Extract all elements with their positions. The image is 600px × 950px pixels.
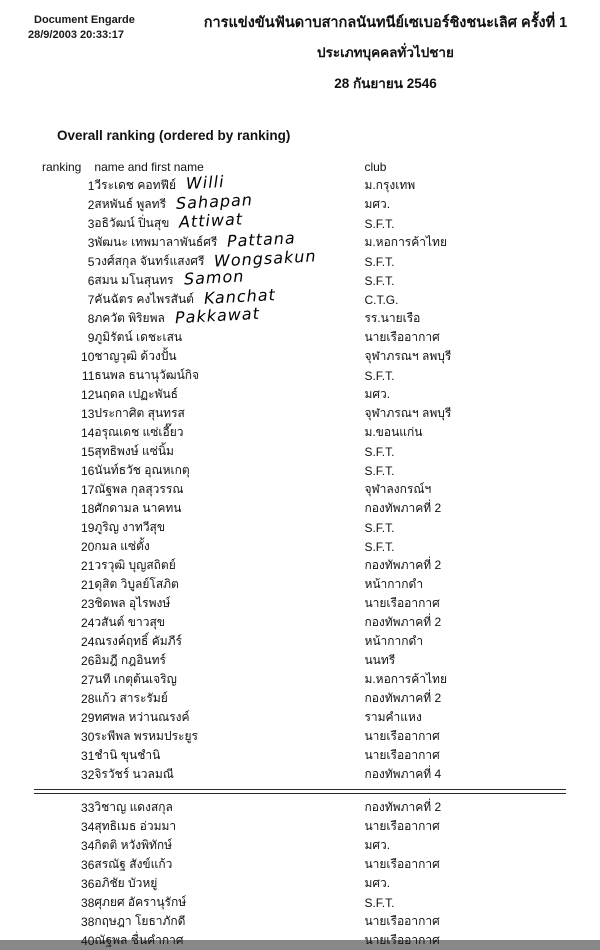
- table-row: [42, 404, 566, 423]
- fencer-name: ณรงค์ฤทธิ์ คัมภีร์: [94, 634, 182, 649]
- club-cell: กองทัพภาคที่ 2: [364, 615, 442, 630]
- rank-cell: 28: [81, 691, 95, 706]
- club-cell: นายเรืออากาศ: [364, 330, 440, 345]
- fencer-name: ประกาศิต สุนทรส: [94, 406, 185, 421]
- rank-cell: 10: [81, 349, 95, 364]
- club-cell: นายเรืออากาศ: [364, 857, 440, 872]
- table-row: [42, 798, 566, 817]
- club-cell: นายเรืออากาศ: [364, 748, 440, 763]
- table-row: [42, 176, 566, 195]
- club-cell: กองทัพภาคที่ 2: [364, 558, 442, 573]
- table-row: [42, 290, 566, 309]
- rank-cell: 17: [81, 482, 95, 497]
- fencer-name: ภูมิรัตน์ เดชะเสน: [94, 330, 183, 345]
- club-cell: S.F.T.: [364, 368, 395, 383]
- name-cell: [94, 817, 364, 836]
- rank-cell: 30: [81, 729, 95, 744]
- rank-cell: 16: [81, 463, 95, 478]
- table-row: [42, 689, 566, 708]
- rank-cell: 27: [81, 672, 95, 687]
- name-cell: [94, 670, 364, 689]
- column-header-name: name and first name: [94, 159, 204, 174]
- rank-cell: 13: [81, 406, 95, 421]
- club-cell: กองทัพภาคที่ 2: [364, 691, 442, 706]
- name-cell: [94, 442, 364, 461]
- rank-cell: 34: [81, 838, 95, 853]
- club-cell: นายเรืออากาศ: [364, 914, 440, 929]
- name-cell: [94, 893, 364, 912]
- section-divider-row: [42, 784, 566, 798]
- table-row: [42, 480, 566, 499]
- rank-cell: 38: [81, 895, 95, 910]
- rank-cell: 14: [81, 425, 95, 440]
- club-cell: กองทัพภาคที่ 2: [364, 501, 442, 516]
- club-cell: ม.ขอนแก่น: [364, 425, 423, 440]
- fencer-name: วรวุฒิ บุญสถิตย์: [94, 558, 176, 573]
- club-cell: C.T.G.: [364, 292, 399, 307]
- table-row: [42, 651, 566, 670]
- rank-cell: 20: [81, 539, 95, 554]
- table-row: [42, 708, 566, 727]
- club-cell: หน้ากากดำ: [364, 634, 424, 649]
- fencer-name: พัฒนะ เทพมาลาพันธ์ศรี: [94, 235, 218, 250]
- rank-cell: 33: [81, 800, 95, 815]
- fencer-name: ระพีพล พรหมประยูร: [94, 729, 198, 744]
- club-cell: จุฬาภรณฯ ลพบุรี: [364, 406, 452, 421]
- table-row: [42, 912, 566, 931]
- rank-cell: 15: [81, 444, 95, 459]
- rank-cell: 5: [87, 254, 95, 269]
- table-row: [42, 309, 566, 328]
- title-block: [185, 14, 600, 94]
- rank-cell: 1: [87, 178, 95, 193]
- rank-cell: 38: [81, 914, 95, 929]
- name-cell: [94, 931, 364, 950]
- fencer-name: ศุภยศ อัครานุรักษ์: [94, 895, 187, 910]
- fencer-name: วีระเดช คอทฟีย์: [94, 178, 177, 193]
- handwritten-annotation: Pattana: [226, 228, 297, 251]
- table-row: [42, 461, 566, 480]
- table-row: [42, 556, 566, 575]
- fencer-name: ณัฐพล ชื่นคำกาศ: [94, 933, 184, 948]
- name-cell: [94, 209, 364, 233]
- name-cell: [94, 518, 364, 537]
- club-cell: S.F.T.: [364, 273, 395, 288]
- fencer-name: อรุณเดช แซ่เอี๊ยว: [94, 425, 184, 440]
- fencer-name: กิตติ หวังพิทักษ์: [94, 838, 173, 853]
- table-row: [42, 328, 566, 347]
- rank-cell: 32: [81, 767, 95, 782]
- table-row: [42, 442, 566, 461]
- name-cell: [94, 575, 364, 594]
- rank-cell: 3: [87, 235, 95, 250]
- competition-title: การแข่งขันฟันดาบสากลนันทนีย์เซเบอร์ชิงชนะเลิศ ครั้งที่ 1: [203, 15, 568, 31]
- handwritten-annotation: Wongsakun: [213, 246, 318, 271]
- name-cell: [94, 765, 364, 784]
- name-cell: [94, 556, 364, 575]
- rank-cell: 9: [87, 330, 95, 345]
- name-cell: [94, 480, 364, 499]
- fencer-name: อภิชัย บัวหยู่: [94, 876, 158, 891]
- fencer-name: วสันต์ ขาวสุข: [94, 615, 165, 630]
- name-cell: [94, 855, 364, 874]
- name-cell: [94, 632, 364, 651]
- handwritten-annotation: Pakkawat: [174, 303, 261, 328]
- club-cell: จุฬาภรณฯ ลพบุรี: [364, 349, 452, 364]
- rank-cell: 7: [87, 292, 95, 307]
- name-cell: [94, 328, 364, 347]
- rank-cell: 12: [81, 387, 95, 402]
- table-row: [42, 252, 566, 271]
- rank-cell: 18: [81, 501, 95, 516]
- name-cell: [94, 651, 364, 670]
- fencer-name: กฤษฎา โยธาภักดี: [94, 914, 186, 929]
- table-row: [42, 575, 566, 594]
- club-cell: S.F.T.: [364, 254, 395, 269]
- table-row: [42, 214, 566, 233]
- club-cell: ม.กรุงเทพ: [364, 178, 416, 193]
- fencer-name: จิรวัชร์ นวลมณี: [94, 767, 174, 782]
- fencer-name: วงศ์สกุล จันทร์แสงศรี: [94, 254, 205, 269]
- club-cell: รร.นายเรือ: [364, 311, 421, 326]
- handwritten-annotation: Sahapan: [175, 190, 254, 214]
- table-row: [42, 855, 566, 874]
- rank-cell: 34: [81, 819, 95, 834]
- handwritten-annotation: Attiwat: [178, 209, 244, 232]
- club-cell: มศว.: [364, 876, 391, 891]
- fencer-name: ชิดพล อุไรพงษ์: [94, 596, 171, 611]
- rank-cell: 29: [81, 710, 95, 725]
- club-cell: S.F.T.: [364, 520, 395, 535]
- name-cell: [94, 366, 364, 385]
- fencer-name: นันท์ธวัช อุณหเกตุ: [94, 463, 190, 478]
- rank-cell: 36: [81, 857, 95, 872]
- name-cell: [94, 689, 364, 708]
- table-row: [42, 195, 566, 214]
- app-name: Document Engarde: [34, 14, 135, 26]
- fencer-name: สุทธิเมธ อ่วมมา: [94, 819, 177, 834]
- print-timestamp: 28/9/2003 20:33:17: [28, 29, 125, 41]
- table-row: [42, 931, 566, 950]
- column-header-ranking: ranking: [42, 159, 82, 174]
- rank-cell: 24: [81, 615, 95, 630]
- name-cell: [94, 727, 364, 746]
- fencer-name: นฤดล เปฏะพันธ์: [94, 387, 178, 402]
- club-cell: กองทัพภาคที่ 4: [364, 767, 442, 782]
- name-cell: [94, 798, 364, 817]
- club-cell: รามคำแหง: [364, 710, 422, 725]
- rank-cell: 36: [81, 876, 95, 891]
- fencer-name: คันฉัตร คงไพรสันต์: [94, 292, 194, 307]
- fencer-name: ธนพล ธนานุวัฒน์กิจ: [94, 368, 200, 383]
- section-heading: Overall ranking (ordered by ranking): [57, 128, 291, 144]
- fencer-name: กมล แซ่ตั้ง: [94, 539, 150, 554]
- fencer-name: วิชาญ แดงสกุล: [94, 800, 173, 815]
- fencer-name: ภูริญ งาทวีสุข: [94, 520, 166, 535]
- name-cell: [94, 499, 364, 518]
- table-row: [42, 746, 566, 765]
- table-row: [42, 632, 566, 651]
- club-cell: S.F.T.: [364, 444, 395, 459]
- rank-cell: 19: [81, 520, 95, 535]
- handwritten-annotation: Willi: [185, 172, 226, 194]
- table-row: [42, 765, 566, 784]
- table-row: [42, 366, 566, 385]
- club-cell: นายเรืออากาศ: [364, 596, 440, 611]
- table-row: [42, 670, 566, 689]
- handwritten-annotation: Kanchat: [203, 285, 277, 308]
- rank-cell: 3: [87, 216, 95, 231]
- fencer-name: ภควัต พิริยพล: [94, 311, 165, 326]
- double-rule-divider: [34, 789, 566, 794]
- rank-cell: 6: [87, 273, 95, 288]
- club-cell: S.F.T.: [364, 539, 395, 554]
- club-cell: มศว.: [364, 197, 391, 212]
- fencer-name: ทศพล หว่านณรงค์: [94, 710, 190, 725]
- handwritten-annotation: Samon: [183, 266, 245, 289]
- fencer-name: ดุสิต วิบูลย์โสภิต: [94, 577, 179, 592]
- table-row: [42, 727, 566, 746]
- name-cell: [94, 404, 364, 423]
- club-cell: S.F.T.: [364, 895, 395, 910]
- rank-cell: 21: [81, 558, 95, 573]
- name-cell: [94, 423, 364, 442]
- club-cell: หน้ากากดำ: [364, 577, 424, 592]
- name-cell: [94, 228, 364, 252]
- table-row: [42, 594, 566, 613]
- rank-cell: 21: [81, 577, 95, 592]
- table-row: [42, 817, 566, 836]
- club-cell: ม.หอการค้าไทย: [364, 672, 447, 687]
- document-header: [0, 0, 600, 94]
- name-cell: [94, 708, 364, 727]
- table-row: [42, 385, 566, 404]
- table-row: [42, 613, 566, 632]
- rank-cell: 31: [81, 748, 95, 763]
- fencer-name: สุทธิพงษ์ แซ่นิ้ม: [94, 444, 174, 459]
- fencer-name: อิมฎี กฎอินทร์: [94, 653, 166, 668]
- club-cell: นายเรืออากาศ: [364, 729, 440, 744]
- name-cell: [94, 594, 364, 613]
- rank-cell: 26: [81, 653, 95, 668]
- fencer-name: นที เกตุต้นเจริญ: [94, 672, 177, 687]
- name-cell: [94, 303, 364, 328]
- competition-date: 28 กันยายน 2546: [334, 76, 437, 92]
- rank-cell: 2: [87, 197, 95, 212]
- table-row: [42, 518, 566, 537]
- rank-cell: 8: [87, 311, 95, 326]
- club-cell: นนทรี: [364, 653, 396, 668]
- fencer-name: ชาญวุฒิ ด้วงปั้น: [94, 349, 177, 364]
- club-cell: จุฬาลงกรณ์ฯ: [364, 482, 432, 497]
- club-cell: ม.หอการค้าไทย: [364, 235, 447, 250]
- table-row: [42, 499, 566, 518]
- name-cell: [94, 912, 364, 931]
- table-row: [42, 271, 566, 290]
- fencer-name: แก้ว สาระรัมย์: [94, 691, 168, 706]
- club-cell: มศว.: [364, 387, 391, 402]
- club-cell: นายเรืออากาศ: [364, 933, 440, 948]
- table-row: [42, 893, 566, 912]
- table-row: [42, 537, 566, 556]
- rank-cell: 24: [81, 634, 95, 649]
- fencer-name: สมน มโนสุนทร: [94, 273, 174, 288]
- rank-cell: 23: [81, 596, 95, 611]
- table-row: [42, 874, 566, 893]
- fencer-name: สหพันธ์ พูลทรี: [94, 197, 167, 212]
- table-row: [42, 423, 566, 442]
- club-cell: S.F.T.: [364, 463, 395, 478]
- name-cell: [94, 347, 364, 366]
- fencer-name: ชำนิ ขุนชำนิ: [94, 748, 161, 763]
- name-cell: [94, 385, 364, 404]
- name-cell: [94, 613, 364, 632]
- table-header-row: [42, 157, 566, 176]
- table-row: [42, 836, 566, 855]
- name-cell: [94, 836, 364, 855]
- ranking-table: [42, 157, 566, 950]
- document-meta: [0, 14, 185, 94]
- competition-category: ประเภทบุคคลทั่วไปชาย: [317, 45, 454, 61]
- rank-cell: 40: [81, 933, 95, 948]
- name-cell: [94, 461, 364, 480]
- club-cell: กองทัพภาคที่ 2: [364, 800, 442, 815]
- name-cell: [94, 874, 364, 893]
- fencer-name: ศักดามล นาคทน: [94, 501, 182, 516]
- column-header-club: club: [364, 159, 387, 174]
- club-cell: นายเรืออากาศ: [364, 819, 440, 834]
- club-cell: S.F.T.: [364, 216, 395, 231]
- fencer-name: อธิวัฒน์ ปิ่นสุข: [94, 216, 170, 231]
- table-body: [42, 172, 566, 950]
- name-cell: [94, 746, 364, 765]
- table-row: [42, 347, 566, 366]
- fencer-name: ณัฐพล กุลสุวรรณ: [94, 482, 184, 497]
- name-cell: [94, 537, 364, 556]
- rank-cell: 11: [81, 368, 95, 383]
- fencer-name: สรณัฐ สังข์แก้ว: [94, 857, 173, 872]
- club-cell: มศว.: [364, 838, 391, 853]
